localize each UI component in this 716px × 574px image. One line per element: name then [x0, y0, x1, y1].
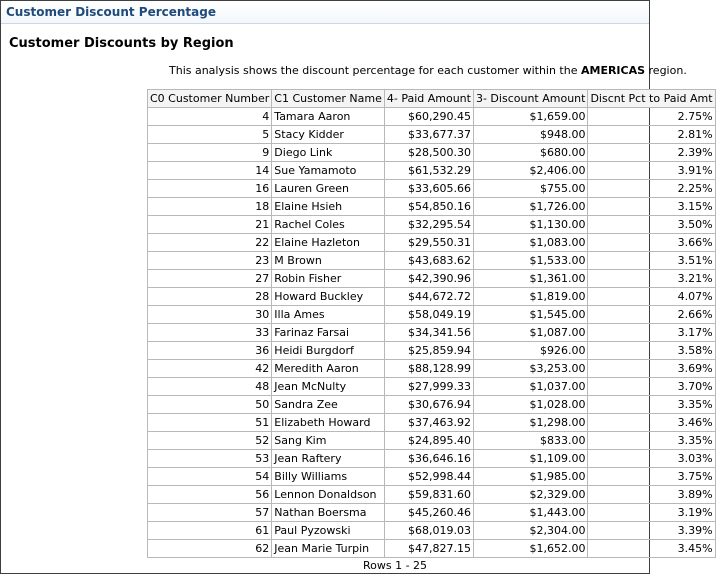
customer-number-cell: 61 — [148, 522, 272, 540]
discount-amount-cell: $1,533.00 — [473, 252, 587, 270]
paid-amount-cell: $58,049.19 — [384, 306, 473, 324]
discount-pct-cell: 3.66% — [588, 234, 715, 252]
report-title: Customer Discounts by Region — [9, 36, 234, 51]
discount-pct-cell: 3.46% — [588, 414, 715, 432]
paid-amount-cell: $52,998.44 — [384, 468, 473, 486]
rows-pager: Rows 1 - 25 — [362, 559, 428, 572]
customer-name-cell: Tamara Aaron — [272, 108, 385, 126]
discount-pct-cell: 3.51% — [588, 252, 715, 270]
discount-amount-cell: $2,304.00 — [473, 522, 587, 540]
paid-amount-cell: $61,532.29 — [384, 162, 473, 180]
discount-pct-cell: 4.07% — [588, 288, 715, 306]
customer-number-cell: 57 — [148, 504, 272, 522]
discount-amount-cell: $755.00 — [473, 180, 587, 198]
discount-amount-cell: $1,443.00 — [473, 504, 587, 522]
table-row — [148, 450, 716, 468]
table-row — [148, 234, 716, 252]
table-row — [148, 414, 716, 432]
discount-pct-cell: 3.89% — [588, 486, 715, 504]
customer-name-cell: Jean Marie Turpin — [272, 540, 385, 558]
customer-name-cell: Elaine Hazleton — [272, 234, 385, 252]
table-row — [148, 216, 716, 234]
customer-number-cell: 62 — [148, 540, 272, 558]
customer-name-cell: Sue Yamamoto — [272, 162, 385, 180]
view-title: Customer Discount Percentage — [6, 5, 216, 19]
customer-name-cell: Rachel Coles — [272, 216, 385, 234]
customer-name-cell: Lennon Donaldson — [272, 486, 385, 504]
customer-name-cell: Paul Pyzowski — [272, 522, 385, 540]
customer-name-cell: Illa Ames — [272, 306, 385, 324]
discount-amount-cell: $2,329.00 — [473, 486, 587, 504]
discount-pct-cell: 3.45% — [588, 540, 715, 558]
discount-pct-cell: 3.69% — [588, 360, 715, 378]
discount-pct-cell: 3.35% — [588, 396, 715, 414]
customer-number-cell: 4 — [148, 108, 272, 126]
table-row — [148, 108, 716, 126]
customer-number-cell: 52 — [148, 432, 272, 450]
discount-amount-cell: $1,659.00 — [473, 108, 587, 126]
customer-number-cell: 51 — [148, 414, 272, 432]
customer-number-cell: 56 — [148, 486, 272, 504]
discount-amount-cell: $1,130.00 — [473, 216, 587, 234]
customer-number-cell: 36 — [148, 342, 272, 360]
table-row — [148, 432, 716, 450]
table-row — [148, 396, 716, 414]
customer-name-cell: M Brown — [272, 252, 385, 270]
table-row — [148, 324, 716, 342]
column-header-discount-pct[interactable]: Discnt Pct to Paid Amt — [588, 90, 715, 108]
customer-name-cell: Jean McNulty — [272, 378, 385, 396]
discount-pct-cell: 3.15% — [588, 198, 715, 216]
paid-amount-cell: $68,019.03 — [384, 522, 473, 540]
discount-amount-cell: $1,652.00 — [473, 540, 587, 558]
discount-amount-cell: $1,545.00 — [473, 306, 587, 324]
table-row — [148, 198, 716, 216]
table-row — [148, 360, 716, 378]
customer-number-cell: 22 — [148, 234, 272, 252]
discount-pct-cell: 3.03% — [588, 450, 715, 468]
paid-amount-cell: $29,550.31 — [384, 234, 473, 252]
narrative-text — [169, 64, 687, 77]
discount-pct-cell: 3.91% — [588, 162, 715, 180]
paid-amount-cell: $32,295.54 — [384, 216, 473, 234]
paid-amount-cell: $44,672.72 — [384, 288, 473, 306]
table-row — [148, 252, 716, 270]
discount-amount-cell: $1,361.00 — [473, 270, 587, 288]
customer-name-cell: Elizabeth Howard — [272, 414, 385, 432]
discount-pct-cell: 3.75% — [588, 468, 715, 486]
customer-number-cell: 30 — [148, 306, 272, 324]
discount-amount-cell: $948.00 — [473, 126, 587, 144]
customer-name-cell: Nathan Boersma — [272, 504, 385, 522]
paid-amount-cell: $43,683.62 — [384, 252, 473, 270]
customer-name-cell: Lauren Green — [272, 180, 385, 198]
table-body — [148, 108, 716, 558]
paid-amount-cell: $59,831.60 — [384, 486, 473, 504]
customer-name-cell: Diego Link — [272, 144, 385, 162]
customer-number-cell: 33 — [148, 324, 272, 342]
discount-pct-cell: 2.66% — [588, 306, 715, 324]
column-header-discount-amount[interactable]: 3- Discount Amount — [473, 90, 587, 108]
table-row — [148, 306, 716, 324]
customer-number-cell: 21 — [148, 216, 272, 234]
customer-number-cell: 53 — [148, 450, 272, 468]
table-row — [148, 540, 716, 558]
customer-number-cell: 9 — [148, 144, 272, 162]
discount-amount-cell: $680.00 — [473, 144, 587, 162]
discount-amount-cell: $2,406.00 — [473, 162, 587, 180]
paid-amount-cell: $25,859.94 — [384, 342, 473, 360]
customer-number-cell: 14 — [148, 162, 272, 180]
discount-amount-cell: $1,083.00 — [473, 234, 587, 252]
customer-name-cell: Jean Raftery — [272, 450, 385, 468]
table-row — [148, 504, 716, 522]
paid-amount-cell: $47,827.15 — [384, 540, 473, 558]
narrative-region: AMERICAS — [580, 64, 646, 77]
paid-amount-cell: $33,605.66 — [384, 180, 473, 198]
customer-number-cell: 28 — [148, 288, 272, 306]
paid-amount-cell: $88,128.99 — [384, 360, 473, 378]
table-header-row — [148, 90, 716, 108]
paid-amount-cell: $34,341.56 — [384, 324, 473, 342]
paid-amount-cell: $36,646.16 — [384, 450, 473, 468]
customer-number-cell: 27 — [148, 270, 272, 288]
discount-pct-cell: 2.39% — [588, 144, 715, 162]
paid-amount-cell: $60,290.45 — [384, 108, 473, 126]
discount-amount-cell: $1,819.00 — [473, 288, 587, 306]
paid-amount-cell: $33,677.37 — [384, 126, 473, 144]
customer-name-cell: Billy Williams — [272, 468, 385, 486]
discount-amount-cell: $1,985.00 — [473, 468, 587, 486]
customer-name-cell: Farinaz Farsai — [272, 324, 385, 342]
customer-number-cell: 54 — [148, 468, 272, 486]
customer-name-cell: Elaine Hsieh — [272, 198, 385, 216]
column-header-customer-number[interactable]: C0 Customer Number — [148, 90, 272, 108]
table-row — [148, 468, 716, 486]
paid-amount-cell: $42,390.96 — [384, 270, 473, 288]
customer-number-cell: 18 — [148, 198, 272, 216]
paid-amount-cell: $27,999.33 — [384, 378, 473, 396]
discount-pct-cell: 3.19% — [588, 504, 715, 522]
table-row — [148, 342, 716, 360]
discount-amount-cell: $926.00 — [473, 342, 587, 360]
paid-amount-cell: $54,850.16 — [384, 198, 473, 216]
customer-number-cell: 5 — [148, 126, 272, 144]
narrative-prefix: This analysis shows the discount percentage for each customer within the — [169, 64, 581, 77]
customer-name-cell: Stacy Kidder — [272, 126, 385, 144]
table-row — [148, 270, 716, 288]
table-row — [148, 180, 716, 198]
discount-pct-cell: 3.58% — [588, 342, 715, 360]
discount-pct-cell: 3.35% — [588, 432, 715, 450]
narrative-suffix: region. — [645, 64, 687, 77]
column-header-paid-amount[interactable]: 4- Paid Amount — [384, 90, 473, 108]
paid-amount-cell: $28,500.30 — [384, 144, 473, 162]
customer-name-cell: Howard Buckley — [272, 288, 385, 306]
paid-amount-cell: $45,260.46 — [384, 504, 473, 522]
customer-number-cell: 48 — [148, 378, 272, 396]
table-row — [148, 486, 716, 504]
discount-pct-cell: 3.70% — [588, 378, 715, 396]
discount-pct-cell: 2.75% — [588, 108, 715, 126]
discount-amount-cell: $3,253.00 — [473, 360, 587, 378]
discount-amount-cell: $1,087.00 — [473, 324, 587, 342]
customer-number-cell: 50 — [148, 396, 272, 414]
discount-amount-cell: $1,037.00 — [473, 378, 587, 396]
customer-number-cell: 42 — [148, 360, 272, 378]
paid-amount-cell: $37,463.92 — [384, 414, 473, 432]
customer-name-cell: Meredith Aaron — [272, 360, 385, 378]
discount-pct-cell: 2.25% — [588, 180, 715, 198]
table-row — [148, 126, 716, 144]
discount-pct-cell: 3.50% — [588, 216, 715, 234]
discount-amount-cell: $1,726.00 — [473, 198, 587, 216]
table-row — [148, 162, 716, 180]
table-row — [148, 378, 716, 396]
discount-pct-cell: 3.17% — [588, 324, 715, 342]
column-header-customer-name[interactable]: C1 Customer Name — [272, 90, 385, 108]
customer-name-cell: Robin Fisher — [272, 270, 385, 288]
view-title-bar — [1, 1, 649, 24]
customer-name-cell: Sandra Zee — [272, 396, 385, 414]
customer-name-cell: Heidi Burgdorf — [272, 342, 385, 360]
discount-pct-cell: 3.21% — [588, 270, 715, 288]
discount-amount-cell: $833.00 — [473, 432, 587, 450]
customer-number-cell: 16 — [148, 180, 272, 198]
paid-amount-cell: $24,895.40 — [384, 432, 473, 450]
discount-table — [147, 89, 716, 558]
discount-amount-cell: $1,109.00 — [473, 450, 587, 468]
discount-pct-cell: 3.39% — [588, 522, 715, 540]
table-row — [148, 144, 716, 162]
discount-pct-cell: 2.81% — [588, 126, 715, 144]
paid-amount-cell: $30,676.94 — [384, 396, 473, 414]
table-row — [148, 288, 716, 306]
table-row — [148, 522, 716, 540]
discount-amount-cell: $1,298.00 — [473, 414, 587, 432]
discount-amount-cell: $1,028.00 — [473, 396, 587, 414]
customer-number-cell: 23 — [148, 252, 272, 270]
customer-name-cell: Sang Kim — [272, 432, 385, 450]
